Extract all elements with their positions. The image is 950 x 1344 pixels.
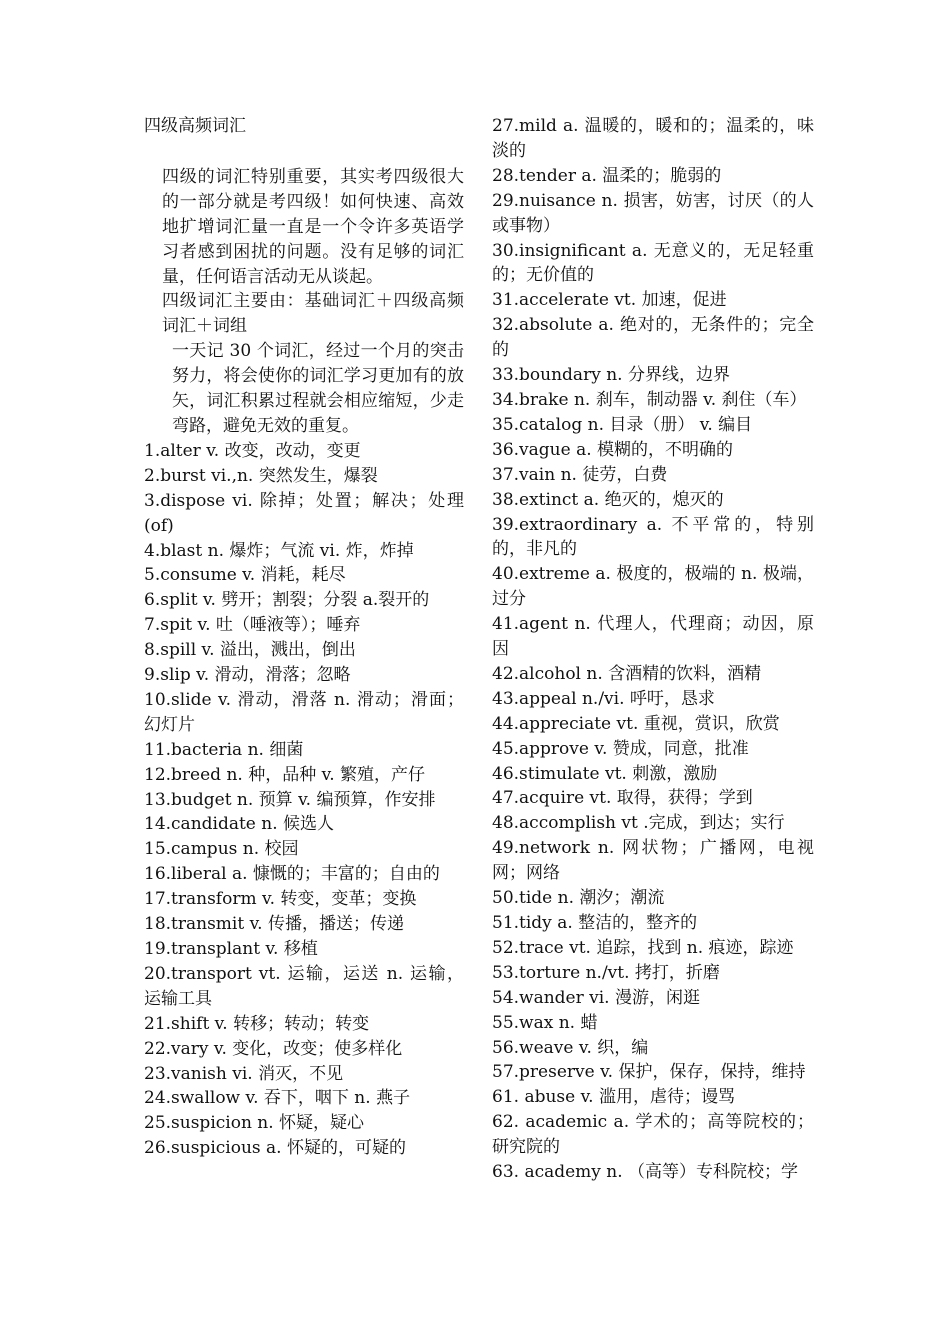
left-column bbox=[144, 114, 464, 1161]
vocab-entry: 63. academy n. （高等）专科院校；学 bbox=[492, 1162, 799, 1183]
vocab-entry: 31.accelerate vt. 加速，促进 bbox=[492, 290, 727, 311]
vocab-entry: 51.tidy a. 整洁的，整齐的 bbox=[492, 913, 698, 933]
vocab-entry: 36.vague a. 模糊的，不明确的 bbox=[492, 439, 734, 460]
vocab-entry: 33.boundary n. 分界线，边界 bbox=[492, 365, 730, 386]
vocab-entry: 21.shift v. 转移；转动；转变 bbox=[144, 1013, 370, 1034]
vocab-entry: 24.swallow v. 吞下，咽下 n. 燕子 bbox=[144, 1088, 411, 1109]
intro-paragraph: 一天记 30 个词汇，经过一个月的突击努力，将会使你的词汇学习更加有的放矢，词汇积累过程就会相应缩短，少走弯路，避免无效的重复。 bbox=[172, 341, 464, 436]
vocab-entry: 54.wander vi. 漫游，闲逛 bbox=[492, 987, 700, 1008]
vocab-entry: 1.alter v. 改变，改动，变更 bbox=[144, 440, 361, 461]
vocab-entry: 30.insignificant a. 无意义的，无足轻重的；无价值的 bbox=[492, 240, 814, 286]
vocab-entry: 45.approve v. 赞成，同意，批准 bbox=[492, 738, 749, 759]
vocab-entry: 39.extraordinary a. 不平常的，特别的，非凡的 bbox=[492, 514, 814, 560]
vocab-entry: 57.preserve v. 保护，保存，保持，维持 bbox=[492, 1062, 806, 1083]
vocab-entry: 13.budget n. 预算 v. 编预算，作安排 bbox=[144, 789, 436, 810]
vocab-entry: 4.blast n. 爆炸；气流 vi. 炸，炸掉 bbox=[144, 540, 414, 561]
vocab-entry: 32.absolute a. 绝对的，无条件的；完全的 bbox=[492, 315, 814, 361]
vocab-entry: 44.appreciate vt. 重视，赏识，欣赏 bbox=[492, 713, 780, 734]
vocab-entry: 18.transmit v. 传播，播送；传递 bbox=[144, 914, 404, 935]
vocab-entry: 22.vary v. 变化，改变；使多样化 bbox=[144, 1038, 403, 1059]
intro-section bbox=[144, 165, 464, 439]
vocab-entry: 16.liberal a. 慷慨的；丰富的；自由的 bbox=[144, 864, 440, 885]
vocab-entry: 34.brake n. 刹车，制动器 v. 刹住（车） bbox=[492, 389, 807, 410]
vocab-entry: 42.alcohol n. 含酒精的饮料，酒精 bbox=[492, 663, 762, 684]
vocab-entry: 38.extinct a. 绝灭的，熄灭的 bbox=[492, 489, 724, 510]
document-title: 四级高频词汇 bbox=[144, 116, 246, 136]
vocab-entry: 25.suspicion n. 怀疑，疑心 bbox=[144, 1113, 365, 1134]
vocab-entry: 37.vain n. 徒劳，白费 bbox=[492, 464, 668, 485]
vocab-entry: 15.campus n. 校园 bbox=[144, 839, 299, 860]
vocab-entry: 27.mild a. 温暖的，暖和的；温柔的，味淡的 bbox=[492, 116, 814, 161]
vocab-entry: 29.nuisance n. 损害，妨害，讨厌（的人或事物） bbox=[492, 190, 814, 236]
vocab-entry: 23.vanish vi. 消灭，不见 bbox=[144, 1063, 344, 1084]
vocab-entry: 47.acquire vt. 取得，获得；学到 bbox=[492, 788, 753, 809]
vocab-entry: 17.transform v. 转变，变革；变换 bbox=[144, 889, 417, 910]
vocab-entry: 20.transport vt. 运输，运送 n. 运输，运输工具 bbox=[144, 963, 464, 1009]
right-column bbox=[492, 114, 814, 1185]
vocab-entry: 35.catalog n. 目录（册） v. 编目 bbox=[492, 414, 753, 435]
vocab-entry: 49.network n. 网状物；广播网，电视网；网络 bbox=[492, 838, 814, 884]
vocab-entry: 11.bacteria n. 细菌 bbox=[144, 739, 304, 760]
vocab-entry: 5.consume v. 消耗，耗尽 bbox=[144, 565, 346, 586]
vocab-entry: 8.spill v. 溢出，溅出，倒出 bbox=[144, 640, 356, 661]
vocab-entry: 7.spit v. 吐（唾液等）；唾弃 bbox=[144, 615, 361, 636]
vocab-entry: 14.candidate n. 候选人 bbox=[144, 814, 335, 835]
intro-paragraph: 四级的词汇特别重要，其实考四级很大的一部分就是考四级！如何快速、高效地扩增词汇量一直是一个令许多英语学习者感到困扰的问题。没有足够的词汇量，任何语言活动无从谈起。 bbox=[162, 166, 464, 287]
vocab-entry: 19.transplant v. 移植 bbox=[144, 939, 318, 959]
vocab-entry: 40.extreme a. 极度的，极端的 n. 极端，过分 bbox=[492, 564, 814, 610]
intro-paragraph: 四级词汇主要由：基础词汇＋四级高频词汇＋词组 bbox=[162, 291, 464, 337]
vocab-list-left bbox=[144, 439, 464, 1161]
vocab-entry: 41.agent n. 代理人，代理商；动因，原因 bbox=[492, 614, 814, 660]
vocab-entry: 3.dispose vi. 除掉；处置；解决；处理(of) bbox=[144, 490, 464, 536]
vocab-entry: 50.tide n. 潮汐；潮流 bbox=[492, 888, 665, 909]
vocab-entry: 62. academic a. 学术的；高等院校的；研究院的 bbox=[492, 1112, 814, 1158]
vocab-entry: 48.accomplish vt .完成，到达；实行 bbox=[492, 813, 785, 834]
vocab-entry: 56.weave v. 织，编 bbox=[492, 1037, 649, 1058]
vocab-entry: 26.suspicious a. 怀疑的，可疑的 bbox=[144, 1138, 406, 1159]
vocab-entry: 28.tender a. 温柔的；脆弱的 bbox=[492, 165, 722, 186]
vocab-entry: 6.split v. 劈开；割裂；分裂 a.裂开的 bbox=[144, 590, 430, 611]
vocab-entry: 12.breed n. 种，品种 v. 繁殖，产仔 bbox=[144, 764, 426, 785]
vocab-entry: 53.torture n./vt. 拷打，折磨 bbox=[492, 962, 720, 983]
vocab-list-right bbox=[492, 114, 814, 1185]
vocab-entry: 10.slide v. 滑动，滑落 n. 滑动；滑面；幻灯片 bbox=[144, 689, 464, 735]
vocab-entry: 2.burst vi.,n. 突然发生，爆裂 bbox=[144, 465, 378, 486]
vocab-entry: 55.wax n. 蜡 bbox=[492, 1012, 598, 1033]
vocab-entry: 43.appeal n./vi. 呼吁，恳求 bbox=[492, 688, 715, 709]
vocab-entry: 61. abuse v. 滥用，虐待；谩骂 bbox=[492, 1087, 735, 1108]
vocab-entry: 52.trace vt. 追踪，找到 n. 痕迹，踪迹 bbox=[492, 937, 794, 958]
vocab-entry: 46.stimulate vt. 刺激，激励 bbox=[492, 763, 718, 784]
vocab-entry: 9.slip v. 滑动，滑落；忽略 bbox=[144, 665, 351, 686]
